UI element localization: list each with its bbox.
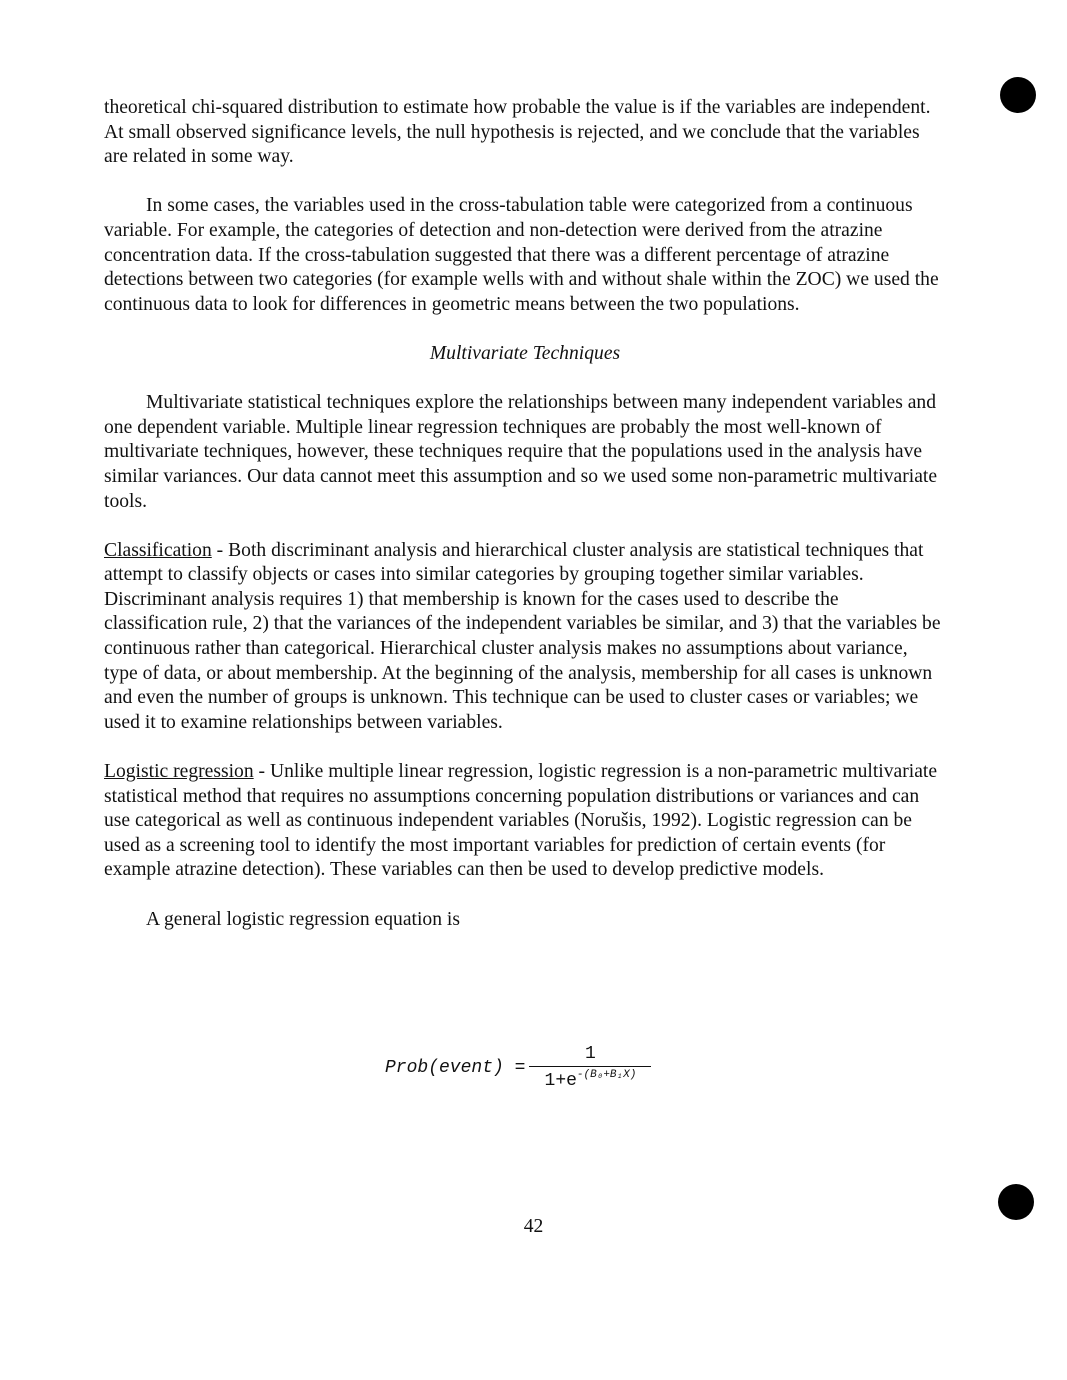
- equation-numerator: 1: [529, 1044, 651, 1067]
- paragraph-chi-squared: theoretical chi-squared distribution to estimate how probable the value is if the variables are independent. At small observed significance levels, the null hypothesis is rejected, and we conclude that the variables are related in some way.: [104, 97, 931, 168]
- classification-label: Classification: [104, 539, 212, 561]
- page-number: 42: [523, 1216, 544, 1237]
- punch-hole: [1000, 77, 1036, 113]
- logistic-equation: [385, 1044, 651, 1091]
- paragraph-cross-tabulation: In some cases, the variables used in the cross-tabulation table were categorized from a continuous variable. For example, the categories of detection and non-detection were derived from the atrazine concentration data. If the cross-tabulation suggested that there was a different percentage of atrazine detections between two categories (for example wells with and without shale within the ZOC) we used the continuous data to look for differences in geometric means between the two populations.: [104, 195, 939, 315]
- equation-denominator-base: 1+e: [544, 1071, 577, 1091]
- equation-exponent: -(B₀+B₁X): [576, 1069, 637, 1081]
- paragraph-equation-intro: A general logistic regression equation is: [146, 908, 460, 930]
- section-heading: Multivariate Techniques: [429, 342, 621, 364]
- equation-denominator: [545, 1067, 637, 1091]
- paragraph-classification: [104, 539, 946, 736]
- equation-fraction: [529, 1044, 651, 1091]
- logistic-regression-text: - Unlike multiple linear regression, logistic regression is a non-parametric multivariate statistical method that requires no assumptions concerning population distributions or variances and can use categorical as well as continuous independent variables (Norušis, 1992). Logistic regression can be used as a screening tool to identify the most important variables for prediction of certain events (for example atrazine detection). These variables can then be used to develop predictive models.: [104, 761, 938, 881]
- equation-lhs: Prob(event) =: [385, 1057, 526, 1078]
- paragraph-multivariate: Multivariate statistical techniques explore the relationships between many independent variables and one dependent variable. Multiple linear regression techniques are probably the most well-known of multivariate techniques, however, these techniques require that the populations used in the analysis have similar variances. Our data cannot meet this assumption and so we used some non-parametric multivariate tools.: [104, 392, 938, 512]
- logistic-regression-label: Logistic regression: [104, 761, 254, 783]
- paragraph-logistic-regression: [104, 760, 946, 883]
- punch-hole: [998, 1184, 1034, 1220]
- document-body: [104, 96, 946, 932]
- classification-text: - Both discriminant analysis and hierarchical cluster analysis are statistical techniques that attempt to classify objects or cases into similar categories by grouping together similar variables. Discriminant analysis requires 1) that membership is known for the cases used to describe the classification rule, 2) that the variances of the independent variables be similar, and 3) that the variables be continuous rather than categorical. Hierarchical cluster analysis makes no assumptions about variance, type of data, or about membership. At the beginning of the analysis, membership for all cases is unknown and even the number of groups is unknown. This technique can be used to cluster cases or variables; we used it to examine relationships between variables.: [104, 539, 941, 733]
